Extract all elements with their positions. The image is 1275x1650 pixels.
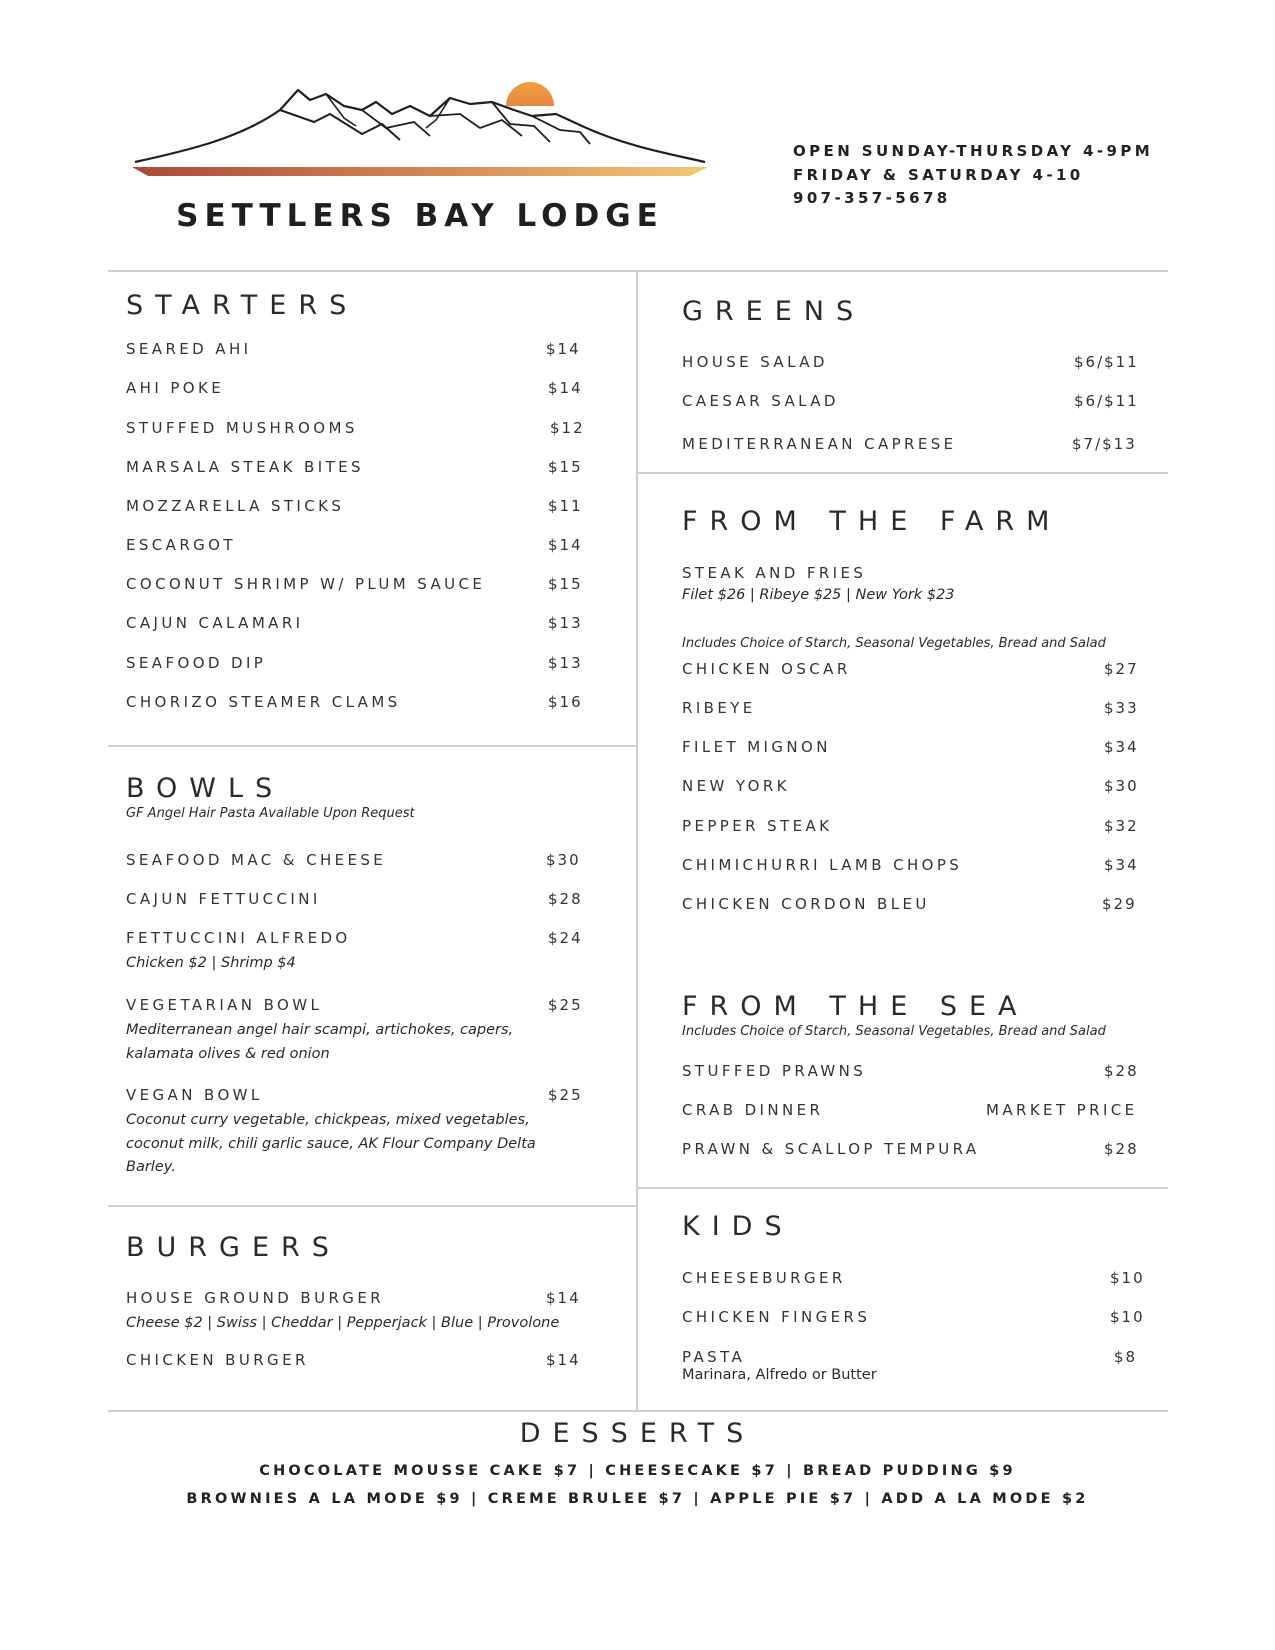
desserts-line: BROWNIES A LA MODE $9 | CREME BRULEE $7 | APPLE PIE $7 | ADD A LA MODE $2	[186, 1491, 1089, 1507]
farm-note: Includes Choice of Starch, Seasonal Vegetables, Bread and Salad	[682, 636, 1106, 651]
menu-item-desc: Coconut curry vegetable, chickpeas, mixed vegetables, coconut milk, chili garlic sauce, AK Flour Company Delta Barley.	[126, 1112, 536, 1175]
menu-item-price: $28	[1104, 1062, 1139, 1080]
divider-column	[636, 270, 638, 1410]
hours-line: OPEN SUNDAY-THURSDAY 4-9PM	[793, 142, 1154, 160]
menu-item-price: $16	[548, 693, 583, 711]
menu-item-name: CHICKEN OSCAR	[682, 660, 851, 678]
section-title-farm: FROM THE FARM	[682, 506, 1062, 537]
menu-item-price: $6/$11	[1074, 392, 1139, 410]
menu-item-price: $14	[546, 1351, 581, 1369]
menu-item-desc: Chicken $2 | Shrimp $4	[126, 955, 296, 971]
menu-item-name: STUFFED PRAWNS	[682, 1062, 867, 1080]
menu-item-name: RIBEYE	[682, 699, 756, 717]
menu-item-name: PRAWN & SCALLOP TEMPURA	[682, 1140, 980, 1158]
menu-item-name: CHICKEN CORDON BLEU	[682, 895, 930, 913]
divider-bowls-burgers	[108, 1205, 637, 1207]
menu-item-name: CRAB DINNER	[682, 1101, 824, 1119]
menu-item-desc: Marinara, Alfredo or Butter	[682, 1367, 877, 1383]
menu-item-price: $14	[548, 379, 583, 397]
menu-item-name: CAESAR SALAD	[682, 392, 839, 410]
menu-item-name: AHI POKE	[126, 379, 225, 397]
menu-item-name: CHEESEBURGER	[682, 1269, 846, 1287]
phone-number: 907-357-5678	[793, 189, 951, 207]
menu-item-price: $15	[548, 458, 583, 476]
section-title-kids: KIDS	[682, 1211, 794, 1242]
menu-item-price: $24	[548, 929, 583, 947]
menu-item-desc: Mediterranean angel hair scampi, artichokes, capers, kalamata olives & red onion	[126, 1022, 514, 1062]
menu-item-name: SEAFOOD MAC & CHEESE	[126, 851, 387, 869]
menu-item-name: CHICKEN FINGERS	[682, 1308, 871, 1326]
menu-item-desc: Cheese $2 | Swiss | Cheddar | Pepperjack | Blue | Provolone	[126, 1315, 560, 1331]
menu-item-name: COCONUT SHRIMP W/ PLUM SAUCE	[126, 575, 486, 593]
menu-item-price: $27	[1104, 660, 1139, 678]
menu-item-name: NEW YORK	[682, 777, 790, 795]
menu-item-price: $10	[1110, 1269, 1145, 1287]
menu-item-price: $6/$11	[1074, 353, 1139, 371]
menu-item-price: $15	[548, 575, 583, 593]
menu-item-price: $7/$13	[1072, 435, 1137, 453]
menu-item-price: $25	[548, 1086, 583, 1104]
menu-item-price: $29	[1102, 895, 1137, 913]
mountain-logo-icon	[130, 80, 710, 190]
menu-item-price: $11	[548, 497, 583, 515]
brand-name: SETTLERS BAY LODGE	[176, 198, 664, 234]
menu-item-price: $30	[546, 851, 581, 869]
desserts-line: CHOCOLATE MOUSSE CAKE $7 | CHEESECAKE $7 | BREAD PUDDING $9	[259, 1463, 1016, 1479]
menu-item-price: $8	[1114, 1348, 1138, 1366]
menu-item-price: $32	[1104, 817, 1139, 835]
divider-top	[108, 270, 1168, 272]
menu-item-price: $33	[1104, 699, 1139, 717]
menu-item-name: SEARED AHI	[126, 340, 252, 358]
menu-item-name: CHICKEN BURGER	[126, 1351, 309, 1369]
section-title-starters: STARTERS	[126, 290, 359, 321]
menu-item-name: CAJUN CALAMARI	[126, 614, 304, 632]
menu-item-name: STEAK AND FRIES	[682, 564, 867, 582]
menu-item-name: MARSALA STEAK BITES	[126, 458, 364, 476]
section-title-burgers: BURGERS	[126, 1232, 341, 1263]
menu-item-price: $14	[546, 1289, 581, 1307]
section-title-greens: GREENS	[682, 296, 866, 327]
menu-item-name: CAJUN FETTUCCINI	[126, 890, 321, 908]
menu-item-name: HOUSE SALAD	[682, 353, 828, 371]
menu-item-name: PASTA	[682, 1348, 746, 1366]
menu-item-price: $13	[548, 654, 583, 672]
section-title-bowls: BOWLS	[126, 773, 285, 804]
menu-item-price: $12	[550, 419, 585, 437]
divider-starters-bowls	[108, 745, 637, 747]
menu-item-name: FILET MIGNON	[682, 738, 831, 756]
menu-item-price: $13	[548, 614, 583, 632]
menu-item-price: $25	[548, 996, 583, 1014]
menu-item-price: $14	[546, 340, 581, 358]
menu-item-name: PEPPER STEAK	[682, 817, 833, 835]
menu-item-desc: Filet $26 | Ribeye $25 | New York $23	[682, 587, 955, 603]
menu-item-name: VEGAN BOWL	[126, 1086, 263, 1104]
bowls-note: GF Angel Hair Pasta Available Upon Request	[126, 806, 415, 821]
divider-greens-farm	[637, 472, 1168, 474]
menu-item-price: $14	[548, 536, 583, 554]
menu-item-name: CHORIZO STEAMER CLAMS	[126, 693, 401, 711]
menu-item-name: ESCARGOT	[126, 536, 236, 554]
menu-item-name: MOZZARELLA STICKS	[126, 497, 345, 515]
menu-item-name: CHIMICHURRI LAMB CHOPS	[682, 856, 963, 874]
menu-item-price: $34	[1104, 856, 1139, 874]
hours-line: FRIDAY & SATURDAY 4-10	[793, 165, 1084, 184]
menu-item-name: MEDITERRANEAN CAPRESE	[682, 435, 957, 453]
menu-item-price: $10	[1110, 1308, 1145, 1326]
menu-item-price: $30	[1104, 777, 1139, 795]
menu-item-name: SEAFOOD DIP	[126, 654, 267, 672]
menu-item-price: $34	[1104, 738, 1139, 756]
menu-item-name: VEGETARIAN BOWL	[126, 996, 323, 1014]
sea-note: Includes Choice of Starch, Seasonal Vegetables, Bread and Salad	[682, 1024, 1106, 1039]
hours-block	[793, 140, 1153, 211]
section-title-desserts: DESSERTS	[519, 1418, 756, 1449]
menu-item-price: $28	[548, 890, 583, 908]
menu-item-name: FETTUCCINI ALFREDO	[126, 929, 351, 947]
menu-item-name: HOUSE GROUND BURGER	[126, 1289, 385, 1307]
menu-item-price: $28	[1104, 1140, 1139, 1158]
divider-sea-kids	[637, 1187, 1168, 1189]
divider-bottom	[108, 1410, 1168, 1412]
menu-item-price: MARKET PRICE	[986, 1101, 1138, 1119]
section-title-sea: FROM THE SEA	[682, 991, 1029, 1022]
menu-item-name: STUFFED MUSHROOMS	[126, 419, 358, 437]
